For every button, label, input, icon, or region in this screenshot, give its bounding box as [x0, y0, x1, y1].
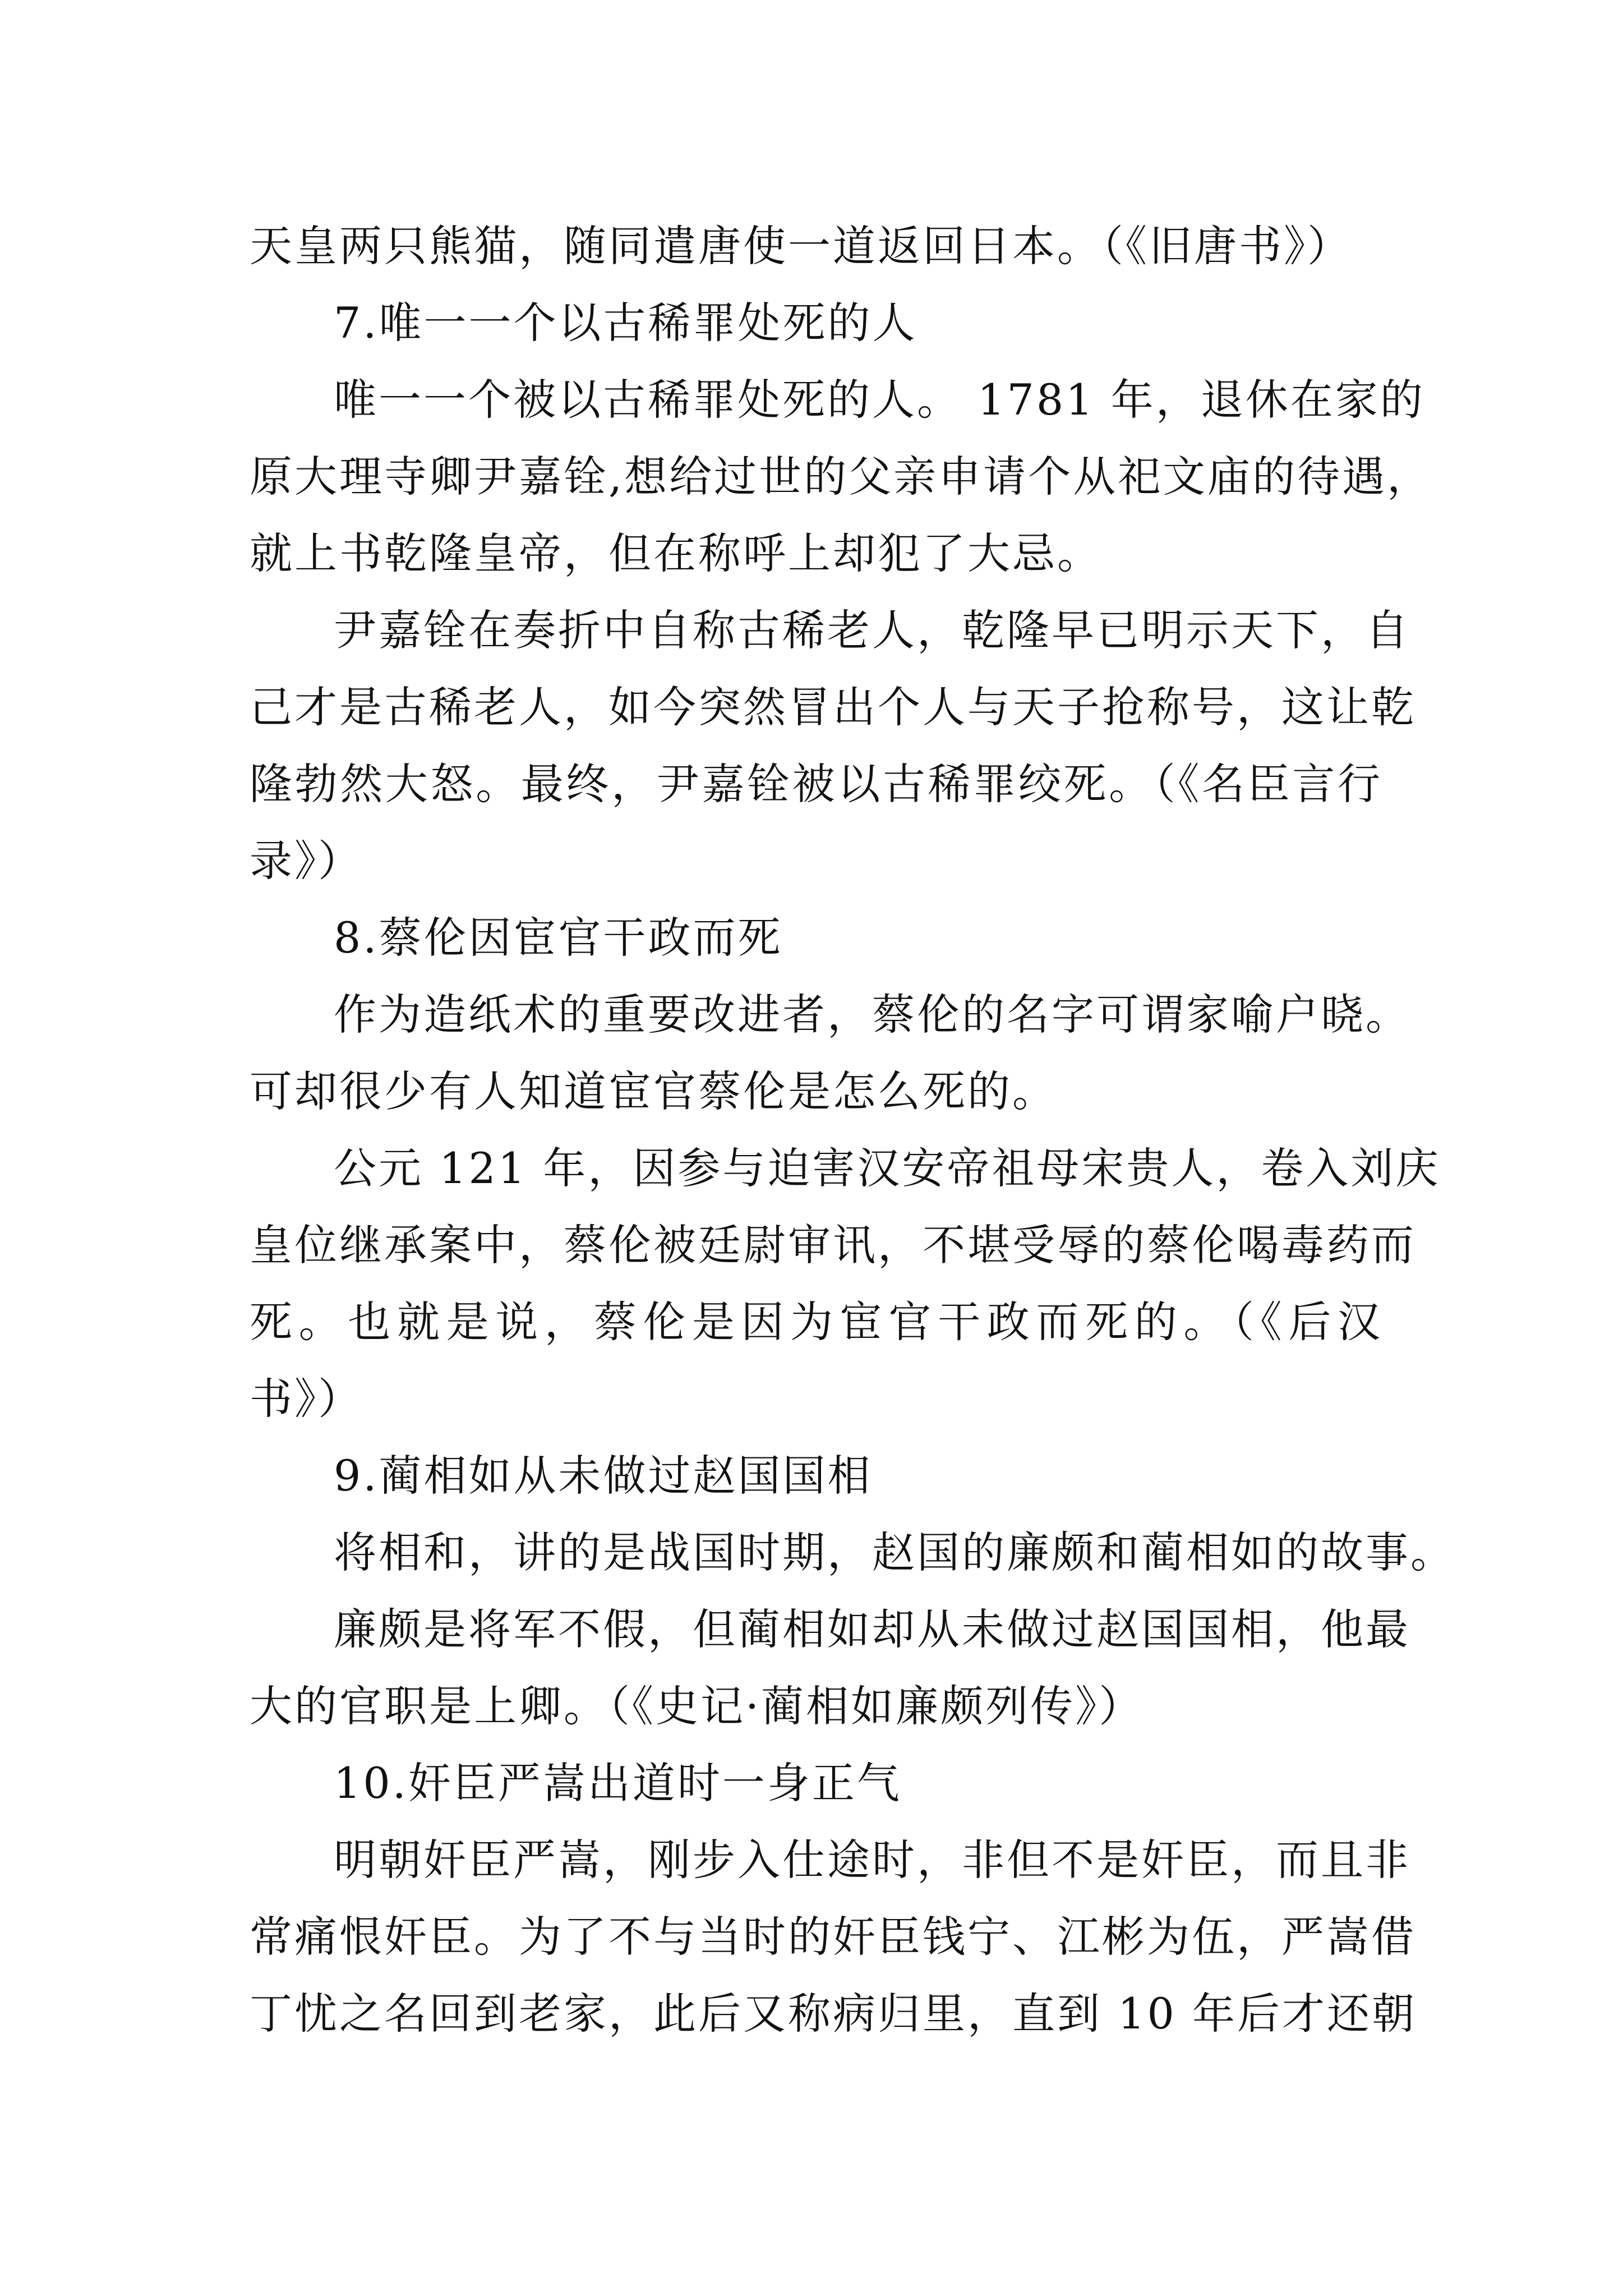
text-line-13: 公元 121 年，因参与迫害汉安帝祖母宋贵人，卷入刘庆: [334, 1143, 1441, 1193]
text-line-8: 隆勃然大怒。最终，尹嘉铨被以古稀罪绞死。（《名臣言行: [250, 759, 1382, 809]
text-line-4: 原大理寺卿尹嘉铨,想给过世的父亲申请个从祀文庙的待遇，: [250, 452, 1432, 501]
text-line-5: 就上书乾隆皇帝，但在称呼上却犯了大忌。: [250, 528, 1102, 578]
text-line-24: 丁忧之名回到老家，此后又称病归里，直到 10 年后才还朝: [250, 1989, 1417, 2039]
text-line-12: 可却很少有人知道宦官蔡伦是怎么死的。: [250, 1066, 1057, 1116]
section-heading-9: 9.蔺相如从未做过赵国国相: [334, 1451, 873, 1501]
text-line-3: 唯一一个被以古稀罪处死的人。 1781 年，退休在家的: [334, 375, 1425, 425]
section-heading-10: 10.奸臣严嵩出道时一身正气: [334, 1758, 902, 1808]
text-line-9: 录》）: [250, 836, 363, 886]
text-line-1: 天皇两只熊猫，随同遣唐使一道返回日本。（《旧唐书》）: [250, 221, 1352, 271]
section-heading-7: 7.唯一一个以古稀罪处死的人: [334, 298, 917, 348]
text-line-18: 将相和，讲的是战国时期，赵国的廉颇和蔺相如的故事。: [334, 1527, 1455, 1577]
section-heading-8: 8.蔡伦因宦官干政而死: [334, 913, 783, 963]
text-line-7: 己才是古稀老人，如今突然冒出个人与天子抢称号，这让乾: [250, 682, 1416, 732]
text-line-15: 死。也就是说，蔡伦是因为宦官干政而死的。（《后汉: [250, 1297, 1382, 1347]
text-line-16: 书》）: [250, 1374, 363, 1424]
text-line-11: 作为造纸术的重要改进者，蔡伦的名字可谓家喻户晓。: [334, 990, 1410, 1039]
text-line-20: 大的官职是上卿。（《史记·蔺相如廉颇列传》）: [250, 1681, 1144, 1731]
text-line-19: 廉颇是将军不假，但蔺相如却从未做过赵国国相，他最: [334, 1604, 1410, 1654]
text-line-6: 尹嘉铨在奏折中自称古稀老人，乾隆早已明示天下，自: [334, 605, 1410, 655]
text-line-14: 皇位继承案中，蔡伦被廷尉审讯，不堪受辱的蔡伦喝毒药而: [250, 1220, 1416, 1270]
body-text: [250, 208, 1455, 2052]
text-line-23: 常痛恨奸臣。为了不与当时的奸臣钱宁、江彬为伍，严嵩借: [250, 1912, 1416, 1962]
text-line-22: 明朝奸臣严嵩，刚步入仕途时，非但不是奸臣，而且非: [334, 1835, 1410, 1885]
